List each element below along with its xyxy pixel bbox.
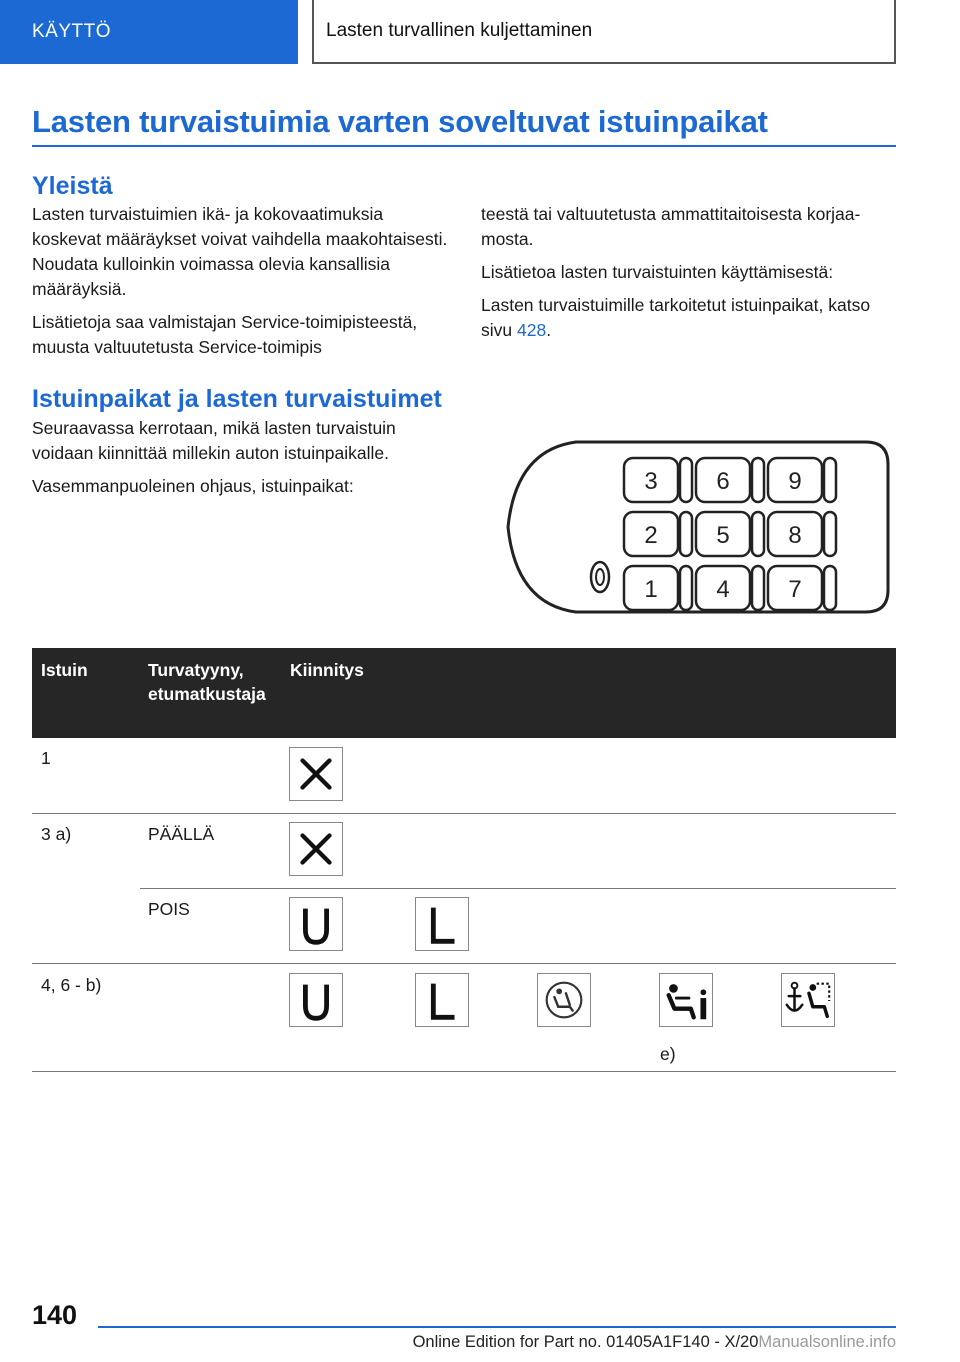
- row-note: e): [660, 1044, 676, 1064]
- seat-number: 4: [716, 576, 730, 603]
- header-mounting: Kiinnitys: [290, 660, 364, 680]
- seat-number: 2: [644, 522, 658, 549]
- row-seat: 1: [41, 748, 51, 768]
- isofix-anchor-icon: [781, 973, 835, 1027]
- i-size-seat-icon: [537, 973, 591, 1027]
- row-seat: 4, 6 - b): [41, 975, 102, 995]
- seat-position-6: [696, 458, 764, 502]
- edition-text: Online Edition for Part no. 01405A1F140 - X/20: [412, 1333, 759, 1351]
- footer-edition: [278, 1333, 896, 1352]
- footer-rule: [98, 1326, 896, 1328]
- universal-u-icon: [289, 973, 343, 1027]
- car-outline: [508, 442, 888, 612]
- seats-text: [32, 416, 452, 507]
- general-left-column: [32, 202, 452, 368]
- general-paragraph: Lisätietoja saa valmistajan Service-toimipisteestä, muusta valtuutetusta Service-toimipis: [32, 312, 418, 357]
- general-paragraph: Lasten turvaistuimien ikä- ja kokovaatimuksia koskevat määräykset voivat vaihdella maakohtaisesti. Noudata kulloinkin voimassa olevia kansallisia määräyksiä.: [32, 204, 448, 299]
- section-tab: KÄYTTÖ: [0, 0, 298, 64]
- seats-heading: Istuinpaikat ja lasten turvaistuimet: [32, 385, 442, 413]
- i-size-booster-icon: [659, 973, 713, 1027]
- cross-icon: [289, 822, 343, 876]
- semi-universal-l-icon: [415, 973, 469, 1027]
- seats-paragraph: Seuraavassa kerrotaan, mikä lasten turvaistuin voidaan kiinnittää millekin auton istuinpaikalle.: [32, 418, 396, 463]
- cross-icon: [289, 747, 343, 801]
- seat-position-2: [624, 512, 692, 556]
- title-rule: [32, 145, 896, 147]
- seat-number: 9: [788, 468, 802, 495]
- seat-number: 5: [716, 522, 730, 549]
- seat-position-8: [768, 512, 836, 556]
- steering-wheel-icon: [591, 562, 609, 592]
- row-divider: [140, 888, 896, 889]
- row-divider: [32, 813, 896, 814]
- general-right-column: [481, 202, 899, 351]
- row-seat: 3 a): [41, 824, 72, 844]
- seat-position-1: [624, 566, 692, 610]
- row-divider: [32, 1071, 896, 1072]
- seat-number: 1: [644, 576, 658, 603]
- see-reference: [481, 293, 899, 343]
- see-text: Lasten turvaistuimille tarkoitetut istuinpaikat, katso sivu: [481, 295, 871, 340]
- semi-universal-l-icon: [415, 897, 469, 951]
- table-header: [32, 648, 896, 738]
- page-link[interactable]: 428: [516, 320, 547, 340]
- general-heading: Yleistä: [32, 172, 113, 200]
- row-airbag: POIS: [148, 899, 190, 919]
- seats-paragraph: Vasemmanpuoleinen ohjaus, istuinpaikat:: [32, 476, 354, 496]
- row-divider: [32, 963, 896, 964]
- general-paragraph: teestä tai valtuutetusta ammattitaitoisesta korjaamosta.: [481, 204, 861, 249]
- see-end: .: [546, 320, 552, 340]
- seat-number: 7: [788, 576, 802, 603]
- seat-number: 6: [716, 468, 730, 495]
- chapter-title: Lasten turvallinen kuljettaminen: [312, 0, 896, 64]
- watermark: Manualsonline.info: [758, 1333, 896, 1351]
- seat-number: 3: [644, 468, 658, 495]
- page-number: 140: [32, 1300, 78, 1330]
- page-title: Lasten turvaistuimia varten soveltuvat istuinpaikat: [32, 104, 768, 139]
- seat-position-3: [624, 458, 692, 502]
- row-airbag: PÄÄLLÄ: [148, 824, 215, 844]
- seating-diagram: [496, 432, 896, 622]
- seat-position-9: [768, 458, 836, 502]
- seat-position-5: [696, 512, 764, 556]
- seat-position-7: [768, 566, 836, 610]
- general-paragraph: Lisätietoa lasten turvaistuinten käyttämisestä:: [481, 262, 834, 282]
- seat-position-4: [696, 566, 764, 610]
- seat-number: 8: [788, 522, 802, 549]
- header-airbag: Turvatyyny, etumatkustaja: [148, 660, 266, 704]
- header-seat: Istuin: [41, 660, 88, 680]
- universal-u-icon: [289, 897, 343, 951]
